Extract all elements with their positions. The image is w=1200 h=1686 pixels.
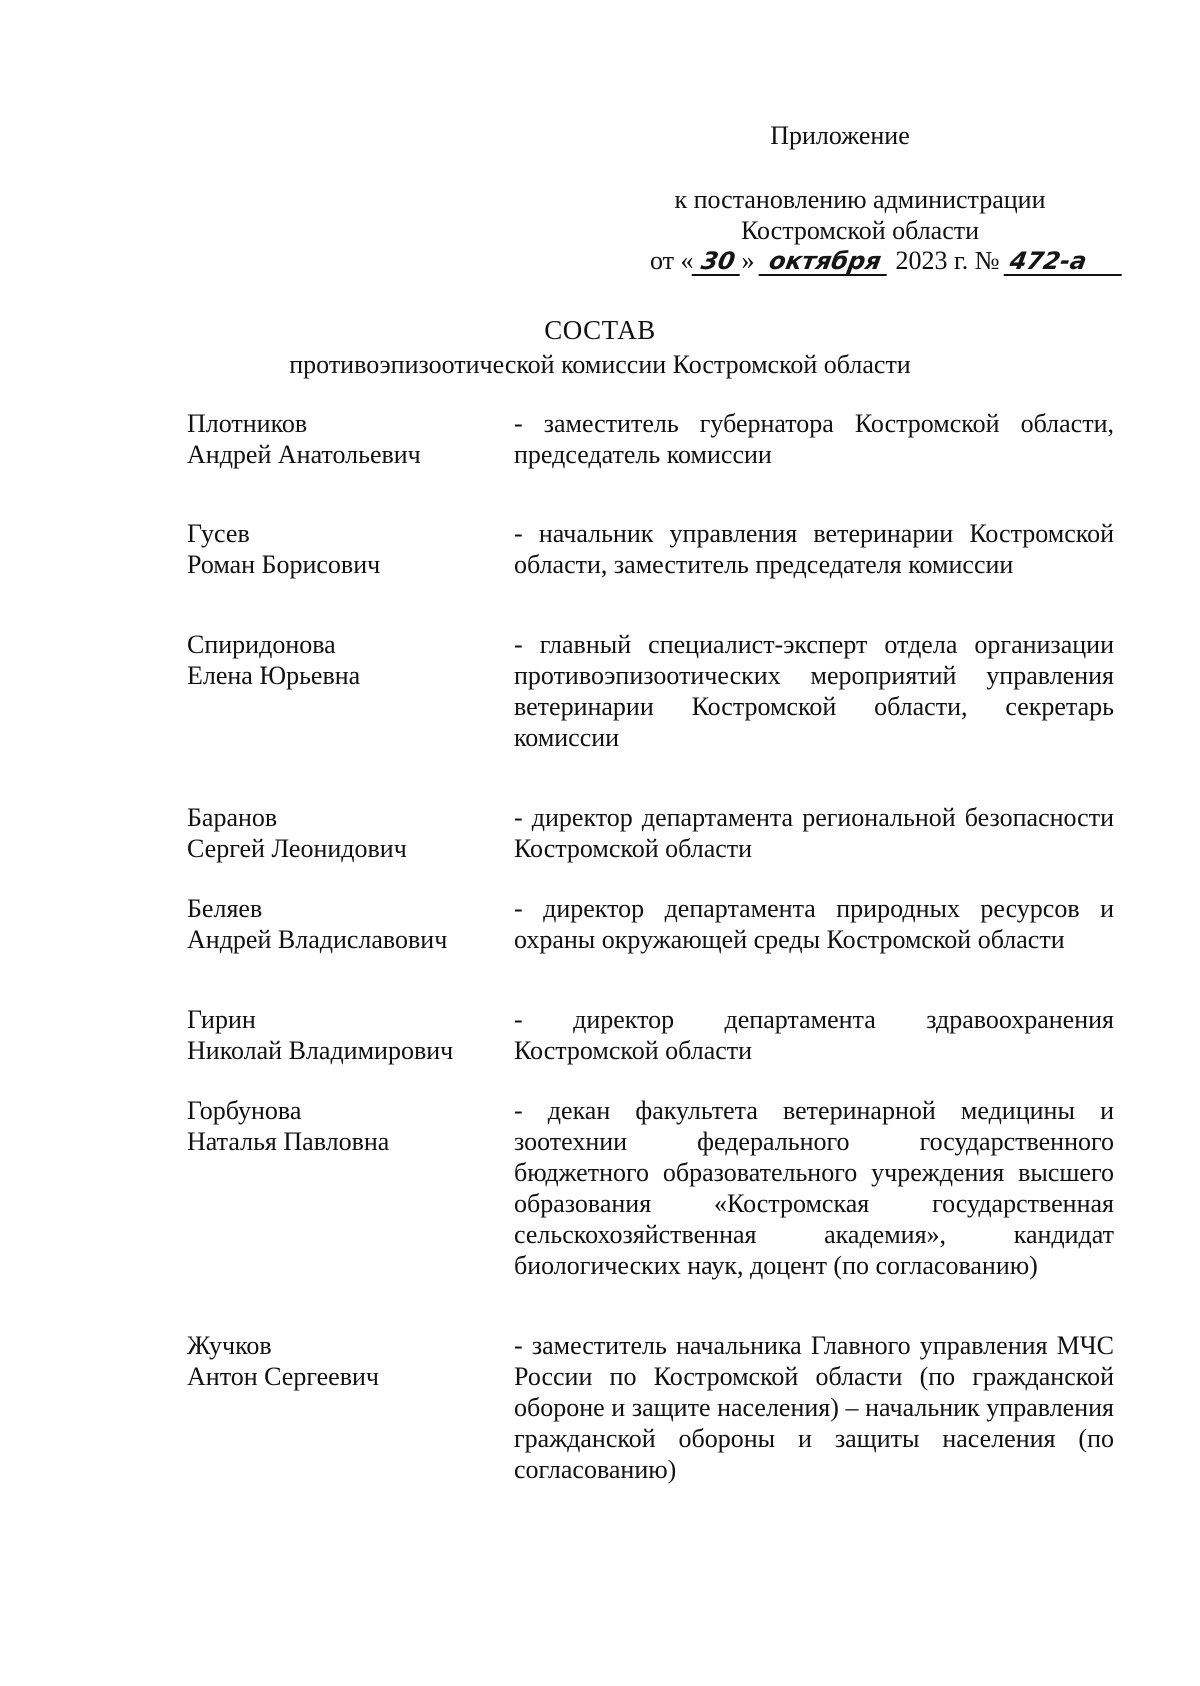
member-given-names: Андрей Владиславович [187,925,448,954]
appendix-date-line [650,245,1110,276]
member-surname: Жучков [187,1331,272,1360]
member-entry [187,1095,1117,1281]
member-surname: Баранов [187,803,278,832]
member-entry [187,1330,1117,1485]
member-given-names: Андрей Анатольевич [187,440,421,469]
member-given-names: Роман Борисович [187,550,381,579]
member-name [187,629,514,753]
member-surname: Беляев [187,894,263,923]
member-role: - декан факультета ветеринарной медицины и зоотехнии федерального государственного бюджетного образовательного учреждения высшего образования «Костромская государственная сельскохозяйственная академия», кандидат биологических наук, доцент (по согласованию) [514,1096,1114,1280]
member-role: - начальник управления ветеринарии Костромской области, заместитель председателя комиссии [514,519,1114,579]
member-entry [187,518,1117,580]
member-name [187,1095,514,1281]
date-quote-close: » [741,246,755,275]
member-entry [187,629,1117,753]
member-name [187,802,514,864]
member-role: - директор департамента региональной безопасности Костромской области [514,803,1114,863]
date-prefix: от « [650,246,694,275]
member-role: - директор департамента здравоохранения Костромской области [514,1005,1114,1065]
handwritten-month: октября [759,248,892,276]
member-entry [187,893,1117,955]
member-role: - главный специалист-эксперт отдела организации противоэпизоотических мероприятий управления ветеринарии Костромской области, секретарь комиссии [514,630,1114,752]
member-surname: Горбунова [187,1096,302,1125]
member-given-names: Николай Владимирович [187,1036,454,1065]
member-name [187,893,514,955]
member-given-names: Антон Сергеевич [187,1362,379,1391]
member-role: - заместитель губернатора Костромской области, председатель комиссии [514,409,1114,469]
member-surname: Гусев [187,519,250,548]
member-given-names: Елена Юрьевна [187,661,361,690]
member-role: - заместитель начальника Главного управления МЧС России по Костромской области (по гражданской обороне и защите населения) – начальник управления гражданской обороны и защиты населения (по согласованию) [514,1331,1114,1484]
member-name [187,1330,514,1485]
member-name [187,408,514,470]
member-given-names: Наталья Павловна [187,1127,390,1156]
member-list [187,408,1117,1485]
member-role: - директор департамента природных ресурсов и охраны окружающей среды Костромской области [514,894,1114,954]
document-heading: СОСТАВ [544,315,656,345]
handwritten-day: 30 [691,248,744,276]
member-surname: Плотников [187,409,308,438]
appendix-title: Приложение [770,121,910,150]
member-surname: Спиридонова [187,630,336,659]
appendix-resolution-line: к постановлению администрации [674,185,1046,214]
member-name [187,1004,514,1066]
handwritten-doc-number: 472-а [1004,248,1127,276]
document-subheading: противоэпизоотической комиссии Костромской области [289,350,911,379]
member-entry [187,408,1117,470]
member-entry [187,1004,1117,1066]
member-name [187,518,514,580]
member-surname: Гирин [187,1005,256,1034]
member-given-names: Сергей Леонидович [187,834,407,863]
member-entry [187,802,1117,864]
appendix-region-line: Костромской области [740,216,980,245]
date-year: 2023 г. № [895,246,1000,275]
